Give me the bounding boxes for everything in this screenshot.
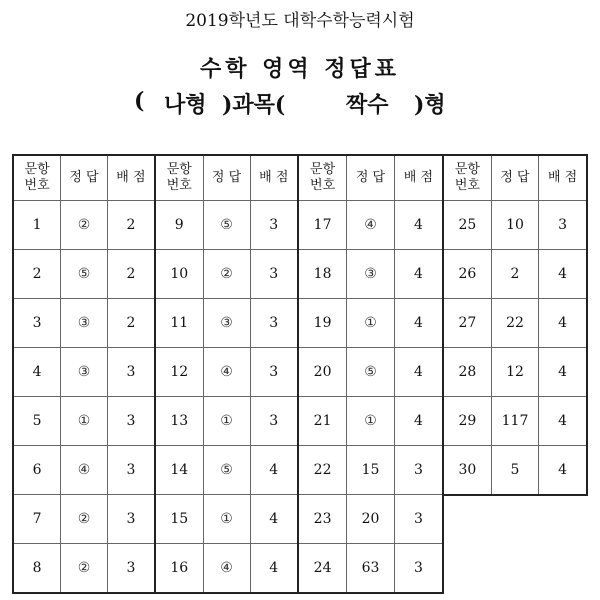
- score-cell: 2: [107, 299, 154, 348]
- score-cell: 4: [250, 544, 297, 593]
- answer-cell: ②: [61, 544, 108, 593]
- table-row: [156, 544, 297, 593]
- answer-cell: ①: [347, 299, 395, 348]
- header-question-number-line1: 문항: [310, 162, 336, 177]
- question-number-cell: 19: [299, 299, 347, 348]
- header-score: 배 점: [107, 156, 154, 201]
- header-answer: 정 답: [61, 156, 108, 201]
- answer-table: [444, 156, 586, 494]
- header-answer: 정 답: [203, 156, 250, 201]
- score-cell: 4: [394, 397, 442, 446]
- answer-cell: 22: [491, 299, 538, 348]
- question-number-cell: 22: [299, 446, 347, 495]
- score-cell: 3: [250, 348, 297, 397]
- answer-cell: ⑤: [61, 250, 108, 299]
- score-cell: 3: [250, 250, 297, 299]
- score-cell: 3: [250, 397, 297, 446]
- answer-cell: ⑤: [347, 348, 395, 397]
- score-cell: 3: [107, 495, 154, 544]
- answer-block-4: [442, 154, 588, 496]
- header-question-number: [14, 156, 61, 201]
- table-row: [14, 495, 154, 544]
- header-question-number-line1: 문항: [166, 162, 192, 177]
- answer-cell: ④: [61, 446, 108, 495]
- answer-cell: 5: [491, 446, 538, 495]
- table-row: [156, 348, 297, 397]
- answer-cell: 12: [491, 348, 538, 397]
- answer-cell: ①: [61, 397, 108, 446]
- answer-table: [156, 156, 297, 592]
- header-question-number-line1: 문항: [24, 162, 50, 177]
- answer-block-2: [154, 154, 299, 594]
- header-question-number: [156, 156, 203, 201]
- table-row: [156, 201, 297, 250]
- table-row: [14, 348, 154, 397]
- header-answer: 정 답: [491, 156, 538, 201]
- table-row: [14, 299, 154, 348]
- question-number-cell: 2: [14, 250, 61, 299]
- table-row: [299, 348, 442, 397]
- header-question-number: [444, 156, 491, 201]
- answer-cell: ④: [203, 544, 250, 593]
- table-row: [444, 397, 586, 446]
- score-cell: 3: [250, 299, 297, 348]
- header-question-number-line2: 번호: [24, 178, 50, 193]
- answer-cell: 63: [347, 544, 395, 593]
- table-row: [444, 348, 586, 397]
- table-row: [14, 397, 154, 446]
- score-cell: 2: [107, 250, 154, 299]
- score-cell: 4: [250, 495, 297, 544]
- question-number-cell: 24: [299, 544, 347, 593]
- answer-cell: ②: [61, 495, 108, 544]
- question-number-cell: 28: [444, 348, 491, 397]
- answer-cell: ④: [347, 201, 395, 250]
- table-header-row: [14, 156, 154, 201]
- answer-cell: 2: [491, 250, 538, 299]
- question-number-cell: 8: [14, 544, 61, 593]
- question-number-cell: 18: [299, 250, 347, 299]
- table-row: [299, 446, 442, 495]
- question-number-cell: 12: [156, 348, 203, 397]
- table-row: [156, 495, 297, 544]
- answer-cell: 10: [491, 201, 538, 250]
- question-number-cell: 25: [444, 201, 491, 250]
- score-cell: 4: [539, 250, 586, 299]
- question-number-cell: 11: [156, 299, 203, 348]
- table-row: [14, 544, 154, 593]
- subject-name: 짝수: [346, 92, 389, 118]
- question-number-cell: 13: [156, 397, 203, 446]
- answer-cell: ③: [61, 348, 108, 397]
- header-question-number: [299, 156, 347, 201]
- answer-cell: ⑤: [203, 201, 250, 250]
- answer-block-1: [12, 154, 156, 594]
- header-answer: 정 답: [347, 156, 395, 201]
- answer-cell: ⑤: [203, 446, 250, 495]
- table-header-row: [299, 156, 442, 201]
- header-score: 배 점: [394, 156, 442, 201]
- table-row: [444, 250, 586, 299]
- table-row: [156, 250, 297, 299]
- table-row: [14, 250, 154, 299]
- question-number-cell: 5: [14, 397, 61, 446]
- answer-cell: ②: [61, 201, 108, 250]
- answer-table: [14, 156, 154, 592]
- score-cell: 3: [394, 544, 442, 593]
- score-cell: 3: [107, 446, 154, 495]
- header-question-number-line2: 번호: [454, 178, 480, 193]
- header-score: 배 점: [250, 156, 297, 201]
- score-cell: 4: [394, 201, 442, 250]
- question-number-cell: 16: [156, 544, 203, 593]
- question-number-cell: 9: [156, 201, 203, 250]
- question-number-cell: 23: [299, 495, 347, 544]
- question-number-cell: 21: [299, 397, 347, 446]
- question-number-cell: 26: [444, 250, 491, 299]
- table-header-row: [444, 156, 586, 201]
- question-number-cell: 30: [444, 446, 491, 495]
- question-number-cell: 29: [444, 397, 491, 446]
- answer-cell: ②: [203, 250, 250, 299]
- question-number-cell: 14: [156, 446, 203, 495]
- score-cell: 2: [107, 201, 154, 250]
- question-number-cell: 7: [14, 495, 61, 544]
- answer-table: [299, 156, 442, 592]
- table-row: [14, 201, 154, 250]
- score-cell: 4: [539, 348, 586, 397]
- answer-cell: ③: [203, 299, 250, 348]
- score-cell: 4: [539, 446, 586, 495]
- score-cell: 4: [250, 446, 297, 495]
- score-cell: 4: [394, 299, 442, 348]
- table-row: [299, 201, 442, 250]
- score-cell: 3: [107, 348, 154, 397]
- question-number-cell: 1: [14, 201, 61, 250]
- answer-cell: ③: [347, 250, 395, 299]
- score-cell: 3: [107, 544, 154, 593]
- page-title: 수학 영역 정답표: [199, 56, 401, 82]
- table-row: [444, 446, 586, 495]
- table-row: [299, 544, 442, 593]
- answer-cell: 20: [347, 495, 395, 544]
- answer-cell: ④: [203, 348, 250, 397]
- question-number-cell: 15: [156, 495, 203, 544]
- table-row: [14, 446, 154, 495]
- answer-cell: 15: [347, 446, 395, 495]
- table-row: [156, 299, 297, 348]
- score-cell: 3: [250, 201, 297, 250]
- score-cell: 3: [107, 397, 154, 446]
- table-row: [444, 299, 586, 348]
- header-question-number-line2: 번호: [310, 178, 336, 193]
- header-score: 배 점: [539, 156, 586, 201]
- score-cell: 3: [394, 446, 442, 495]
- score-cell: 3: [394, 495, 442, 544]
- type-name: 나형: [164, 92, 207, 118]
- table-header-row: [156, 156, 297, 201]
- table-row: [444, 201, 586, 250]
- score-cell: 3: [539, 201, 586, 250]
- table-row: [299, 299, 442, 348]
- score-cell: 4: [539, 299, 586, 348]
- answer-cell: ①: [203, 495, 250, 544]
- answer-block-3: [297, 154, 444, 594]
- answer-cell: ①: [347, 397, 395, 446]
- question-number-cell: 3: [14, 299, 61, 348]
- header-question-number-line2: 번호: [166, 178, 192, 193]
- table-row: [156, 446, 297, 495]
- table-row: [299, 397, 442, 446]
- subject-close: )형: [414, 92, 446, 118]
- score-cell: 4: [394, 250, 442, 299]
- question-number-cell: 10: [156, 250, 203, 299]
- type-close-subject-open: )과목(: [222, 92, 286, 118]
- question-number-cell: 27: [444, 299, 491, 348]
- table-row: [156, 397, 297, 446]
- table-row: [299, 495, 442, 544]
- question-number-cell: 17: [299, 201, 347, 250]
- question-number-cell: 4: [14, 348, 61, 397]
- answer-cell: ③: [61, 299, 108, 348]
- score-cell: 4: [394, 348, 442, 397]
- answer-cell: ①: [203, 397, 250, 446]
- table-row: [299, 250, 442, 299]
- question-number-cell: 6: [14, 446, 61, 495]
- type-open-paren: (: [134, 88, 145, 114]
- answer-cell: 117: [491, 397, 538, 446]
- score-cell: 4: [539, 397, 586, 446]
- exam-year-title: 2019학년도 대학수학능력시험: [185, 11, 415, 31]
- question-number-cell: 20: [299, 348, 347, 397]
- header-question-number-line1: 문항: [454, 162, 480, 177]
